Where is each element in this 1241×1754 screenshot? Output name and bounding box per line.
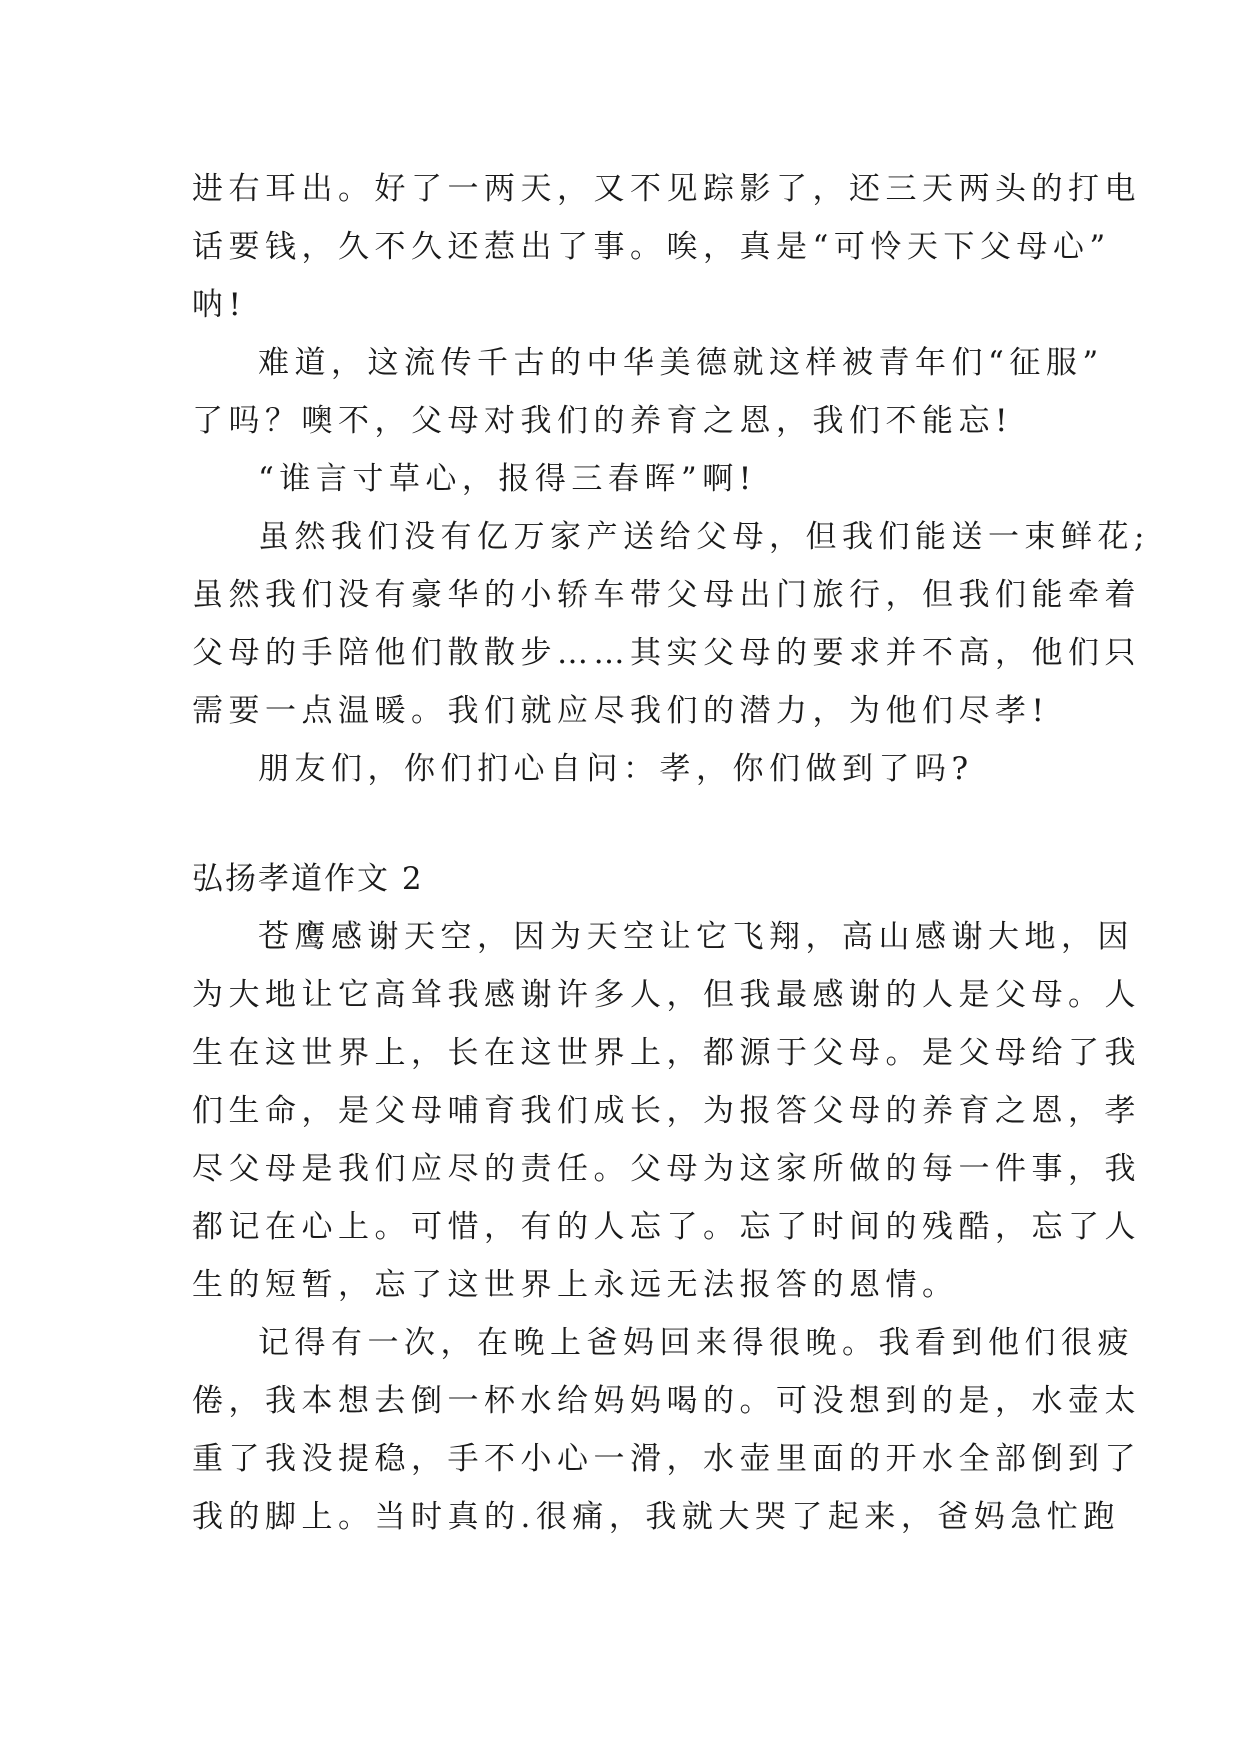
text-line: “谁言寸草心，报得三春晖”啊! (258, 461, 757, 497)
paragraph (192, 740, 1058, 798)
text-line: 父母的手陪他们散散步……其实父母的要求并不高，他们只 (192, 635, 1141, 671)
text-line: 进右耳出。好了一两天，又不见踪影了，还三天两头的打电 (192, 171, 1141, 207)
text-line: 重了我没提稳，手不小心一滑，水壶里面的开水全部倒到了 (192, 1441, 1141, 1477)
section-gap (192, 798, 1058, 850)
paragraph (192, 1314, 1141, 1546)
text-line: 需要一点温暖。我们就应尽我们的潜力，为他们尽孝! (192, 693, 1050, 729)
text-line: 记得有一次，在晚上爸妈回来得很晚。我看到他们很疲 (258, 1325, 1134, 1361)
paragraph (192, 450, 1058, 508)
text-line: 了吗？噢不，父母对我们的养育之恩，我们不能忘! (192, 403, 1013, 439)
text-line: 我的脚上。当时真的.很痛，我就大哭了起来，爸妈急忙跑 (192, 1499, 1120, 1535)
text-line: 朋友们，你们扪心自问：孝，你们做到了吗? (258, 751, 974, 787)
text-line: 生在这世界上，长在这世界上，都源于父母。是父母给了我 (192, 1035, 1141, 1071)
essay-title: 弘扬孝道作文 2 (192, 861, 424, 897)
text-line: 都记在心上。可惜，有的人忘了。忘了时间的残酷，忘了人 (192, 1209, 1141, 1245)
text-line: 话要钱，久不久还惹出了事。唉，真是“可怜天下父母心” (192, 229, 1111, 265)
text-line: 难道，这流传千古的中华美德就这样被青年们“征服” (258, 345, 1104, 381)
document-page (192, 160, 1150, 1546)
text-line: 为大地让它高耸我感谢许多人，但我最感谢的人是父母。人 (192, 977, 1141, 1013)
text-line: 虽然我们没有亿万家产送给父母，但我们能送一束鲜花; (258, 519, 1150, 555)
text-line: 倦，我本想去倒一杯水给妈妈喝的。可没想到的是，水壶太 (192, 1383, 1141, 1419)
text-line: 们生命，是父母哺育我们成长，为报答父母的养育之恩，孝 (192, 1093, 1141, 1129)
text-line: 虽然我们没有豪华的小轿车带父母出门旅行，但我们能牵着 (192, 577, 1141, 613)
paragraph (192, 334, 1104, 450)
text-line: 苍鹰感谢天空，因为天空让它飞翔，高山感谢大地，因 (258, 919, 1134, 955)
paragraph (192, 908, 1141, 1314)
text-line: 尽父母是我们应尽的责任。父母为这家所做的每一件事，我 (192, 1151, 1141, 1187)
paragraph (192, 160, 1141, 334)
text-line: 生的短暂，忘了这世界上永远无法报答的恩情。 (192, 1267, 959, 1303)
paragraph (192, 508, 1150, 740)
text-line: 呐! (192, 287, 247, 323)
